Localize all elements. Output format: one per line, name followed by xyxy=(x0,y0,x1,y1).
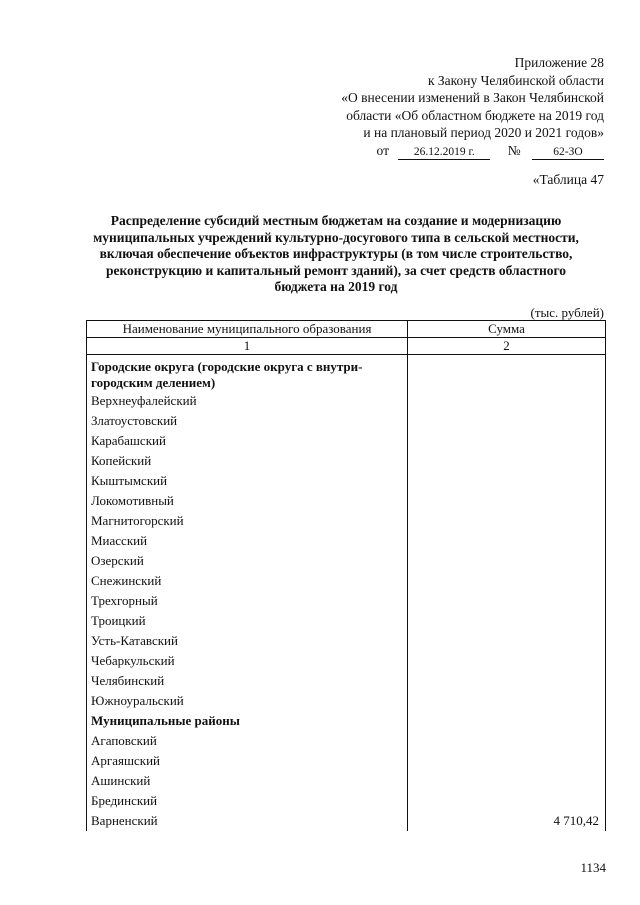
table-row xyxy=(87,451,606,471)
table-row xyxy=(87,571,606,591)
row-amount xyxy=(408,591,606,611)
row-name: Агаповский xyxy=(87,731,408,751)
table-colnum-row xyxy=(87,338,606,355)
table-row xyxy=(87,411,606,431)
row-amount xyxy=(408,391,606,411)
row-amount xyxy=(408,611,606,631)
table-row xyxy=(87,671,606,691)
table-row xyxy=(87,651,606,671)
row-amount: 4 710,42 xyxy=(408,811,606,831)
row-name: Городские округа (городские округа с внутри-городским делением) xyxy=(87,355,408,392)
table-row xyxy=(87,711,606,731)
table-row xyxy=(87,551,606,571)
row-name: Варненский xyxy=(87,811,408,831)
row-amount xyxy=(408,711,606,731)
table-row xyxy=(87,611,606,631)
colnum-1: 1 xyxy=(87,338,408,355)
appendix-line-1: Приложение 28 xyxy=(514,55,604,70)
units-label: (тыс. рублей) xyxy=(530,305,604,320)
row-name: Трехгорный xyxy=(87,591,408,611)
row-name: Муниципальные районы xyxy=(87,711,408,731)
appendix-header xyxy=(304,54,604,160)
row-name: Копейский xyxy=(87,451,408,471)
table-row xyxy=(87,491,606,511)
row-amount xyxy=(408,411,606,431)
row-name: Челябинский xyxy=(87,671,408,691)
row-amount xyxy=(408,651,606,671)
table-row xyxy=(87,431,606,451)
row-name: Миасский xyxy=(87,531,408,551)
appendix-line-2: к Закону Челябинской области xyxy=(427,72,604,88)
appendix-line-5: и на плановый период 2020 и 2021 годов» xyxy=(363,125,604,140)
table-row xyxy=(87,771,606,791)
row-name: Верхнеуфалейский xyxy=(87,391,408,411)
row-amount xyxy=(408,751,606,771)
table-row xyxy=(87,591,606,611)
table-row xyxy=(87,791,606,811)
row-name: Кыштымский xyxy=(87,471,408,491)
appendix-date-line xyxy=(304,142,604,160)
row-name: Брединский xyxy=(87,791,408,811)
table-row xyxy=(87,391,606,411)
row-name: Магнитогорский xyxy=(87,511,408,531)
table-label: «Таблица 47 xyxy=(532,172,604,187)
row-amount xyxy=(408,551,606,571)
row-amount xyxy=(408,791,606,811)
subsidy-table xyxy=(86,320,606,831)
row-amount xyxy=(408,631,606,651)
number-label: № xyxy=(507,142,521,158)
table-row xyxy=(87,471,606,491)
row-name: Златоустовский xyxy=(87,411,408,431)
colnum-2: 2 xyxy=(408,338,606,355)
law-date: 26.12.2019 г. xyxy=(398,146,490,160)
document-title: Распределение субсидий местным бюджетам на создание и модернизацию муниципальных учреждений культурно-досугового типа в сельской местности, включая обеспечение объектов инфраструктуры (в том числе строительство, реконструкцию и капитальный ремонт зданий), за счет средств областного бюджета на 2019 год xyxy=(93,213,579,294)
row-amount xyxy=(408,771,606,791)
row-amount xyxy=(408,731,606,751)
header-amount: Сумма xyxy=(408,321,606,338)
row-amount xyxy=(408,471,606,491)
row-amount xyxy=(408,511,606,531)
row-name: Южноуральский xyxy=(87,691,408,711)
row-amount xyxy=(408,355,606,392)
law-number: 62-ЗО xyxy=(532,146,604,160)
row-amount xyxy=(408,571,606,591)
row-amount xyxy=(408,431,606,451)
table-row xyxy=(87,691,606,711)
row-name: Троицкий xyxy=(87,611,408,631)
appendix-line-4: области «Об областном бюджете на 2019 год xyxy=(346,107,604,123)
table-row xyxy=(87,731,606,751)
row-amount xyxy=(408,491,606,511)
header-municipality: Наименование муниципального образования xyxy=(87,321,408,338)
table-row xyxy=(87,811,606,831)
table-row xyxy=(87,355,606,392)
row-name: Ашинский xyxy=(87,771,408,791)
row-amount xyxy=(408,691,606,711)
page-number: 1134 xyxy=(580,860,606,875)
row-name: Чебаркульский xyxy=(87,651,408,671)
table-header-row xyxy=(87,321,606,338)
row-name: Озерский xyxy=(87,551,408,571)
row-amount xyxy=(408,531,606,551)
row-name: Усть-Катавский xyxy=(87,631,408,651)
row-name: Снежинский xyxy=(87,571,408,591)
row-amount xyxy=(408,451,606,471)
row-amount xyxy=(408,671,606,691)
row-name: Карабашский xyxy=(87,431,408,451)
table-row xyxy=(87,511,606,531)
appendix-line-3: «О внесении изменений в Закон Челябинской xyxy=(341,90,604,105)
table-row xyxy=(87,531,606,551)
row-name: Аргаяшский xyxy=(87,751,408,771)
table-row xyxy=(87,751,606,771)
row-name: Локомотивный xyxy=(87,491,408,511)
from-label: от xyxy=(376,142,389,158)
table-row xyxy=(87,631,606,651)
